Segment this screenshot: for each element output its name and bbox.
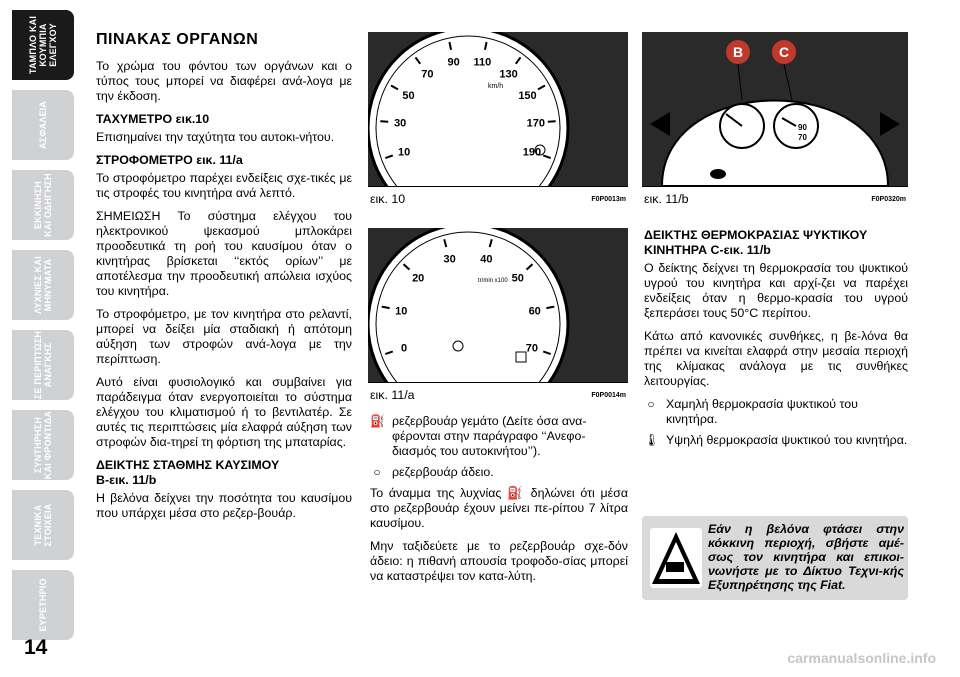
tab-label: ΕΚΚΙΝΗΣΗ ΚΑΙ ΟΔΗΓΗΣΗ: [33, 173, 53, 237]
speedometer-gauge: [368, 32, 628, 186]
gauge-tick-label: 40: [480, 253, 493, 266]
fuel-heading: ΔΕΙΚΤΗΣ ΣΤΑΘΜΗΣ ΚΑΥΣΙΜΟΥ: [96, 458, 280, 472]
bullet-tank-full: ⛽ ρεζερβουάρ γεμάτο (Δείτε όσα ανα-φέρονται στην παράγραφο ‘‘Ανεφο-διασμός του αυτοκινήτου’’).: [370, 414, 587, 458]
warning-box: [642, 516, 908, 600]
low-temp-icon: ○: [647, 397, 655, 411]
warning-icon-frame: [650, 528, 702, 588]
figure-10-caption: εικ. 10: [370, 192, 406, 206]
tab-label: ΣΥΝΤΗΡΗΣΗ ΚΑΙ ΦΡΟΝΤΙΔΑ: [33, 410, 53, 480]
temp-heading: ΔΕΙΚΤΗΣ ΘΕΡΜΟΚΡΑΣΙΑΣ ΨΥΚΤΙΚΟΥ ΚΙΝΗΤΗΡΑ C-εικ. 11/b: [644, 228, 868, 257]
column-2: [370, 414, 628, 592]
tab-starting[interactable]: [12, 170, 74, 240]
fuel-text: Η βελόνα δείχνει την ποσότητα του καυσίμου που υπάρχει μέσα στο ρεζερ-βουάρ.: [96, 491, 352, 520]
light-icon: [710, 169, 726, 179]
cluster-panel: [642, 32, 908, 186]
warning-text: Εάν η βελόνα φτάσει στην κόκκινη περιοχή, σβήστε αμέ-σως τον κινητήρα και επικοι-νωνήστε με το Δίκτυο Τεχνι-κής Εξυπηρέτησης της Fiat.: [708, 522, 904, 592]
gauge-tick-label: 70: [525, 342, 539, 355]
gauge-tick-label: 170: [526, 117, 545, 130]
tab-emergency[interactable]: [12, 330, 74, 400]
gauge-tick-label: 60: [528, 305, 541, 318]
note-text: ΣΗΜΕΙΩΣΗ Το σύστημα ελέγχου του ηλεκτρονικού ψεκασμού μπλοκάρει προοδευτικά τη ροή του καυσίμου όταν ο κινητήρας βρίσκεται ‘‘εκτός ορίων’’ με αποτέλεσμα την προοδευτική απώλεια ισχύος του κινητήρα.: [96, 209, 352, 298]
tab-label: ΕΥΡΕΤΗΡΙΟ: [38, 578, 48, 632]
no-drive-text: Μην ταξιδεύετε με το ρεζερβουάρ σχε-δόν άδειο: η πιθανή απουσία τροφοδο-σίας μπορεί να καταστρέψει τον κατα-λύτη.: [370, 539, 628, 583]
fuel-full-icon: ⛽: [370, 414, 385, 428]
figure-10-code: F0P0013m: [591, 196, 626, 203]
marker-c-label: C: [778, 44, 790, 60]
gauge-tick-label: 30: [443, 253, 456, 266]
page-title: ΠΙΝΑΚΑΣ ΟΡΓΑΝΩΝ: [96, 31, 259, 48]
bullet-tank-empty: ○ ρεζερβουάρ άδειο.: [370, 465, 628, 480]
intro-text: Το χρώμα του φόντου των οργάνων και ο τύπος τους μπορεί να διαφέρει ανά-λογα με την έκδοση.: [96, 59, 352, 103]
tab-label: ΤΕΧΝΙΚΑ ΣΤΟΙΧΕΙΑ: [33, 503, 53, 547]
empty-circle-icon: ○: [373, 465, 381, 479]
tachometer-idle-text: Το στροφόμετρο, με τον κινητήρα στο ρελαντί, μπορεί να δείξει μία σταδιακή ή απότομη αύξηση των στροφών ανά-λογα με την περίπτωση.: [96, 307, 352, 366]
tab-label: ΤΑΜΠΛΟ ΚΑΙ ΚΟΥΜΠΙΑ ΕΛΕΓΧΟΥ: [28, 15, 58, 75]
warning-triangle-icon: [650, 528, 702, 588]
chapter-tabs: [12, 10, 74, 650]
gauge-tick-mark: [380, 121, 388, 122]
figure-tachometer: [368, 228, 628, 383]
bullet-temp-low: ○ Χαμηλή θερμοκρασία ψυκτικού του κινητήρα.: [644, 397, 908, 427]
gauge-tick-label: 90: [447, 56, 460, 69]
gauge-tick-label: 150: [518, 90, 537, 103]
gauge-tick-label: 30: [394, 117, 407, 130]
figure-11a-caption: εικ. 11/a: [370, 388, 415, 402]
column-3: [644, 228, 908, 454]
temp-tick-70: 70: [798, 133, 807, 142]
column-1: [96, 32, 352, 529]
gauge-tick-mark: [548, 121, 556, 122]
tab-technical[interactable]: [12, 490, 74, 560]
fuel-heading-ref: B-εικ. 11/b: [96, 473, 157, 487]
figure-11a-code: F0P0014m: [591, 392, 626, 399]
figure-11b-code: F0P0320m: [871, 196, 906, 203]
gauge-tick-label: 50: [402, 90, 415, 103]
gauge-tick-label: 190: [522, 146, 542, 159]
temp-text: Ο δείκτης δείχνει τη θερμοκρασία του ψυκτικού υγρού του κινητήρα και αρχί-ζει να παρέχει ενδείξεις όταν η θερμο-κρασία του υγρού ξεπεράσει τους 50°C περίπου.: [644, 261, 908, 320]
tachometer-heading: ΣΤΡΟΦΟΜΕΤΡΟ εικ. 11/a: [96, 153, 243, 167]
coolant-temp-icon: 🌡: [644, 433, 660, 447]
gauge-tick-label: 110: [473, 56, 492, 69]
tacho-unit: tr/min x100: [478, 278, 508, 284]
gauge-tick-label: 10: [395, 305, 408, 318]
tab-maintenance[interactable]: [12, 410, 74, 480]
tab-dashboard[interactable]: [12, 10, 74, 80]
tab-lamps[interactable]: [12, 250, 74, 320]
gauge-tick-label: 70: [421, 68, 434, 81]
figure-speedometer: [368, 32, 628, 187]
marker-b-label: B: [732, 44, 744, 60]
figure-11b-caption: εικ. 11/b: [644, 192, 689, 206]
page-number: 14: [24, 636, 48, 659]
tab-safety[interactable]: [12, 90, 74, 160]
figure-cluster: [642, 32, 908, 187]
tab-label: ΣΕ ΠΕΡΙΠΤΩΣΗ ΑΝΑΓΚΗΣ: [33, 330, 53, 400]
temp-normal-text: Κάτω από κανονικές συνθήκες, η βε-λόνα θα πρέπει να κινείται ελαφρά στην μεσαία περιοχή της κλίμακας ανάλογα με τις συνθήκες λειτουργίας.: [644, 329, 908, 388]
gauge-tick-label: 0: [401, 342, 408, 355]
tab-index[interactable]: [12, 570, 74, 640]
gauge-tick-label: 50: [511, 272, 524, 285]
bullet-temp-high: 🌡 Υψηλή θερμοκρασία ψυκτικού του κινητήρα.: [644, 433, 908, 447]
lamp-text: Το άναμμα της λυχνίας ⛽ δηλώνει ότι μέσα στο ρεζερβουάρ έχουν μείνει πε-ρίπου 7 λίτρα καυσίμου.: [370, 486, 628, 530]
temp-tick-90: 90: [798, 123, 807, 132]
left-turn-icon: [650, 112, 670, 136]
speedometer-text: Επισημαίνει την ταχύτητα του αυτοκι-νήτου.: [96, 130, 335, 144]
gauge-tick-label: 10: [397, 146, 411, 159]
speed-unit: km/h: [488, 83, 504, 90]
watermark: carmanualsonline.info: [787, 650, 936, 666]
tab-label: ΑΣΦΑΛΕΙΑ: [38, 100, 48, 150]
tab-label: ΛΥΧΝΙΕΣ ΚΑΙ ΜΗΝΥΜΑΤΑ: [33, 256, 53, 314]
speedometer-heading: ΤΑΧΥΜΕΤΡΟ εικ.10: [96, 112, 210, 126]
gauge-tick-label: 130: [499, 68, 518, 81]
right-turn-icon: [880, 112, 900, 136]
tachometer-text: Το στροφόμετρο παρέχει ενδείξεις σχε-τικές με τις στροφές του κινητήρα ανά λεπτό.: [96, 171, 352, 200]
gauge-tick-label: 20: [412, 272, 425, 285]
tachometer-normal-text: Αυτό είναι φυσιολογικό και συμβαίνει για παράδειγμα όταν ενεργοποιείται το σύστημα ελέγχου του κλιματισμού ή το βεντιλατέρ. Σε αυτές τις περιπτώσεις μία ελαφρά αύξηση των στροφών δια-τηρεί τη φόρτιση της μπαταρίας.: [96, 375, 352, 449]
tachometer-gauge: [368, 228, 628, 382]
